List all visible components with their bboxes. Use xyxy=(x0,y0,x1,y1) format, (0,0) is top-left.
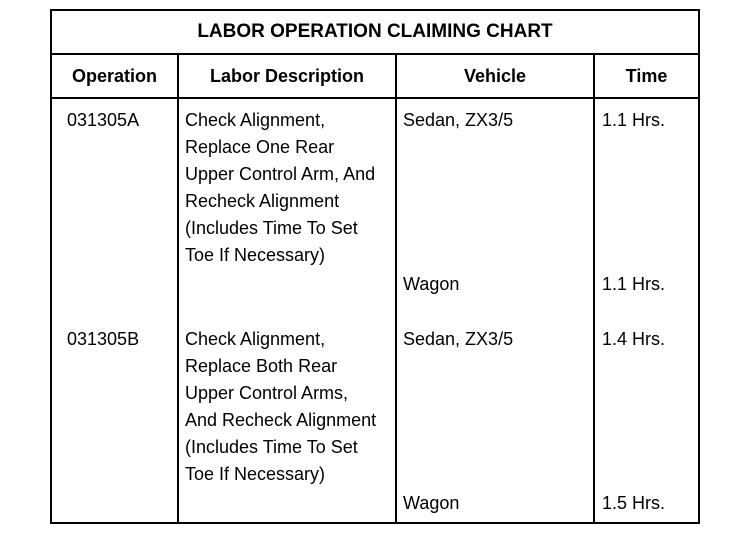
time-cell: 1.5 Hrs. xyxy=(602,493,666,513)
header-divider xyxy=(52,97,698,99)
vehicle-cell: Sedan, ZX3/5 xyxy=(403,329,514,349)
vehicle-cell: Wagon xyxy=(403,493,460,513)
time-cell: 1.1 Hrs. xyxy=(602,274,666,294)
time-cell: 1.4 Hrs. xyxy=(602,329,666,349)
column-divider xyxy=(593,55,595,522)
operation-code: 031305A xyxy=(67,110,140,130)
labor-description: Check Alignment, Replace One Rear Upper Control Arm, And Recheck Alignment (Includes Time To Set Toe If Necessary) xyxy=(185,110,376,265)
header-operation: Operation xyxy=(71,65,157,86)
operation-code: 031305B xyxy=(67,329,140,349)
vehicle-cell: Sedan, ZX3/5 xyxy=(403,110,514,130)
column-divider xyxy=(395,55,397,522)
header-labor-description: Labor Description xyxy=(209,65,365,86)
vehicle-cell: Wagon xyxy=(403,274,460,294)
header-time: Time xyxy=(625,65,668,86)
labor-operation-chart xyxy=(50,9,700,524)
time-cell: 1.1 Hrs. xyxy=(602,110,666,130)
header-vehicle: Vehicle xyxy=(463,65,527,86)
column-divider xyxy=(177,55,179,522)
chart-title: LABOR OPERATION CLAIMING CHART xyxy=(52,11,698,55)
labor-description: Check Alignment, Replace Both Rear Upper Control Arms, And Recheck Alignment (Includes Time To Set Toe If Necessary) xyxy=(185,329,377,484)
